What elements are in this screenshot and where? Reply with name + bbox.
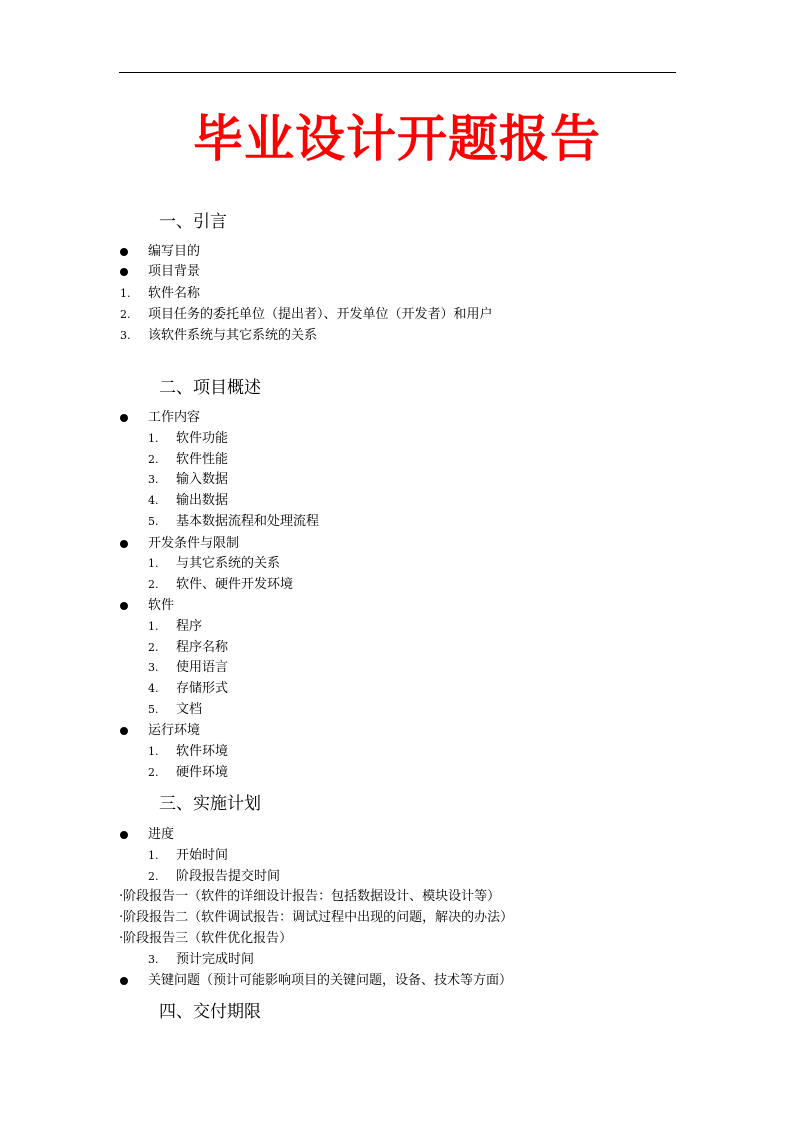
list-number: 3. — [148, 661, 159, 674]
list-item: 与其它系统的关系 — [176, 556, 281, 571]
group-label: 开发条件与限制 — [148, 536, 240, 551]
bullet-icon — [120, 540, 128, 548]
report-item: ·阶段报告三（软件优化报告） — [119, 931, 293, 946]
list-item: 使用语言 — [176, 660, 229, 675]
list-number: 4. — [148, 682, 159, 695]
list-number: 5. — [148, 703, 159, 716]
list-number: 2. — [148, 453, 159, 466]
list-number: 3. — [148, 953, 159, 966]
bullet-icon — [120, 831, 128, 839]
group-label: 进度 — [148, 827, 175, 842]
section-heading-deadline: 四、交付期限 — [159, 1002, 261, 1022]
list-item: 软件、硬件开发环境 — [176, 577, 294, 592]
list-number: 1. — [120, 287, 131, 300]
list-item: 项目任务的委托单位（提出者）、开发单位（开发者）和用户 — [148, 307, 493, 322]
list-item: 程序名称 — [176, 640, 229, 655]
list-number: 2. — [148, 578, 159, 591]
list-item: 输出数据 — [176, 493, 229, 508]
bullet-icon — [120, 248, 128, 256]
list-item: 基本数据流程和处理流程 — [176, 514, 320, 529]
list-number: 3. — [148, 473, 159, 486]
bullet-icon — [120, 414, 128, 422]
list-number: 2. — [148, 870, 159, 883]
list-item: 软件性能 — [176, 452, 229, 467]
list-item: 输入数据 — [176, 472, 229, 487]
list-number: 1. — [148, 557, 159, 570]
group-label: 工作内容 — [148, 410, 201, 425]
list-item: 硬件环境 — [176, 765, 229, 780]
list-item: 阶段报告提交时间 — [176, 869, 281, 884]
list-number: 1. — [148, 620, 159, 633]
list-number: 1. — [148, 849, 159, 862]
list-number: 1. — [148, 745, 159, 758]
bullet-icon — [120, 977, 128, 985]
section-heading-plan: 三、实施计划 — [159, 794, 261, 814]
document-title: 毕业设计开题报告 — [193, 110, 601, 168]
list-item: 开始时间 — [176, 848, 229, 863]
group-label: 软件 — [148, 598, 175, 613]
list-item: 预计完成时间 — [176, 952, 255, 967]
list-number: 2. — [148, 766, 159, 779]
group-label: 运行环境 — [148, 723, 201, 738]
list-item: 软件名称 — [148, 286, 201, 301]
report-item: ·阶段报告二（软件调试报告：调试过程中出现的问题，解决的办法） — [119, 910, 514, 925]
list-number: 3. — [120, 329, 131, 342]
list-item: 程序 — [176, 619, 203, 634]
list-number: 1. — [148, 432, 159, 445]
list-item: 存储形式 — [176, 681, 229, 696]
bullet-icon — [120, 602, 128, 610]
list-item: 项目背景 — [148, 264, 201, 279]
list-number: 4. — [148, 494, 159, 507]
bullet-icon — [120, 268, 128, 276]
report-item: ·阶段报告一（软件的详细设计报告：包括数据设计、模块设计等） — [119, 889, 501, 904]
section-heading-intro: 一、引言 — [159, 212, 227, 232]
list-item: 软件环境 — [176, 744, 229, 759]
list-number: 5. — [148, 515, 159, 528]
list-number: 2. — [120, 308, 131, 321]
list-item: 编写目的 — [148, 244, 201, 259]
bullet-icon — [120, 727, 128, 735]
list-item: 文档 — [176, 702, 203, 717]
header-rule — [119, 72, 676, 73]
list-number: 2. — [148, 641, 159, 654]
section-heading-overview: 二、项目概述 — [159, 378, 261, 398]
list-item: 该软件系统与其它系统的关系 — [148, 328, 318, 343]
group-label: 关键问题（预计可能影响项目的关键问题，设备、技术等方面） — [148, 973, 513, 988]
list-item: 软件功能 — [176, 431, 229, 446]
